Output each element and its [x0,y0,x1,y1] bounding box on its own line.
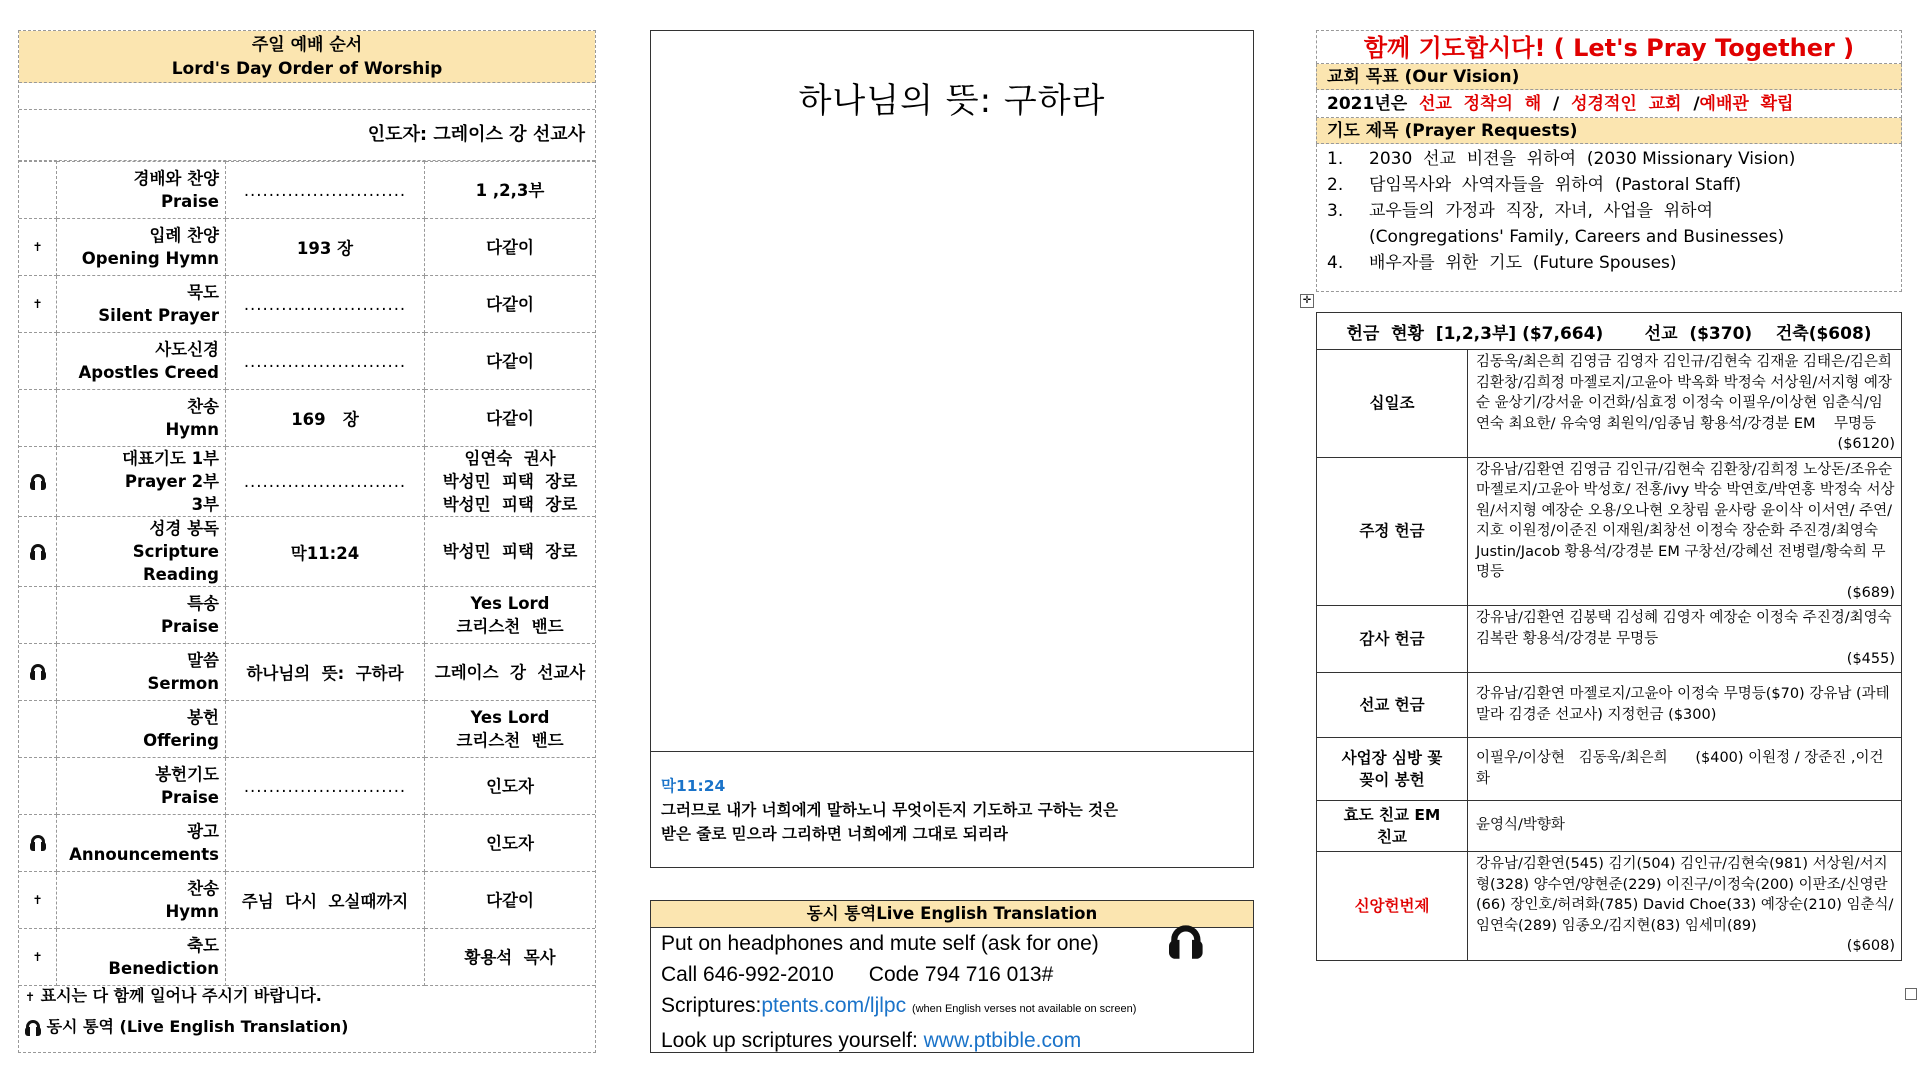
order-row-icon-cell [19,447,57,517]
pray-together-title: 함께 기도합시다! ( Let's Pray Together ) [1316,30,1902,64]
offering-row [1317,672,1902,737]
headphones-icon [30,835,46,851]
offering-category: 신앙헌번제 [1317,851,1468,960]
order-item-detail [226,929,425,986]
order-item-ko: 특송 [187,594,219,613]
offering-category: 효도 친교 EM 친교 [1317,800,1468,851]
order-item-detail-text: 주님 다시 오실때까지 [241,892,409,911]
order-item-ko: 축도 [187,936,219,955]
offering-category: 주정 헌금 [1317,457,1468,606]
order-item-detail [226,872,425,929]
worship-header-en: Lord's Day Order of Worship [171,59,443,79]
order-item-leader [425,219,596,276]
prayer-number: 2. [1327,175,1344,195]
headphones-icon [30,474,46,490]
order-item-leader [425,517,596,587]
translation-note-text: 동시 통역 (Live English Translation) [46,1017,349,1036]
scriptures-note: (when English verses not available on screen) [911,1003,1137,1015]
order-item-detail-text: 막11:24 [290,543,360,563]
verse-line-2: 받은 줄로 믿으라 그리하면 너희에게 그대로 되리라 [661,825,1008,843]
offering-row [1317,851,1902,960]
cross-icon: ✝ [32,240,43,254]
offering-names: 김동욱/최은희 김영금 김영자 김인규/김현숙 김재윤 김태은/김은희 김환창/김희정 마젤로지/고윤아 박옥화 박정숙 서상원/서지형 예장순 윤상기/강서윤 이건화/심효정 이정숙 이필우/이상현 임춘식/임연숙 최요한/ 유숙영 최원익/임종님 황용석/강경분 EM 무명등 [1476,354,1897,432]
order-item-en: Apostles Creed [78,363,219,382]
prayer-text: 배우자를 위한 기도 (Future Spouses) [1369,253,1677,273]
offering-names-cell [1468,606,1902,673]
translation-line-1 [651,928,1253,959]
order-item-en: Praise [160,192,219,211]
order-row-icon-cell [19,276,57,333]
order-row [19,701,595,758]
order-item-leader-line: 임연숙 권사 [464,449,556,468]
order-item-name [57,758,226,815]
prayer-item [1327,250,1901,276]
order-item-leader-line: 인도자 [486,776,534,796]
offering-category: 선교 헌금 [1317,672,1468,737]
ptbible-link[interactable]: www.ptbible.com [923,1029,1082,1052]
order-item-leader [425,162,596,219]
worship-header [19,31,595,83]
order-item-leader [425,758,596,815]
order-item-ko: 대표기도 1부 [122,449,219,468]
order-item-leader-line: 다같이 [486,294,534,314]
order-item-detail [226,390,425,447]
order-item-detail-text: .......................... [243,472,407,491]
order-item-leader-line: 다같이 [486,351,534,371]
vision-sep-2: / [1681,94,1700,114]
vision-goal-1: 선교 정착의 해 [1419,94,1542,114]
order-row [19,276,595,333]
order-item-leader-line: Yes Lord [470,708,550,727]
order-item-en: Scripture Reading [132,542,219,584]
offering-names-cell [1468,457,1902,606]
order-item-detail [226,447,425,517]
order-row [19,815,595,872]
offering-category: 사업장 심방 꽃꽂이 봉헌 [1317,737,1468,800]
prayer-text: 교우들의 가정과 직장, 자녀, 사업을 위하여 [1369,201,1714,221]
offering-row [1317,606,1902,673]
cross-icon: ✝ [25,990,36,1004]
cross-icon: ✝ [32,950,43,964]
order-row-icon-cell [19,644,57,701]
translation-header: 동시 통역Live English Translation [651,901,1253,928]
order-item-leader [425,701,596,758]
order-item-detail [226,815,425,872]
order-item-detail [226,587,425,644]
vision-header: 교회 목표 (Our Vision) [1316,64,1902,90]
order-item-leader-line: 그레이스 강 선교사 [434,662,586,682]
order-item-leader-line: 1 ,2,3부 [475,180,545,200]
order-of-worship-panel [18,30,596,1053]
sermon-verse [651,751,1253,869]
order-item-en: Praise [160,788,219,807]
offering-names: 강유남/김환연 김영금 김인규/김현숙 김환창/김희정 노상돈/조유순 마젤로지/고윤아 박성호/ 전홍/ivy 박숭 박연호/박연홍 박정숙 서상원/서지형 예장순 오용/오나현 오창림 윤사랑 윤이삭 이서연/ 주연/지호 이원정/이준진 이재원/최창선 이정숙 장순화 주진경/최영숙 Justin/Jacob 황용석/강경분 EM 구창선/강혜선 전병렬/황숙희 무명등 [1476,461,1897,580]
offering-names: 이필우/이상현 김동욱/최은희 ($400) 이원정 / 장준진 ,이건화 [1476,750,1884,787]
order-item-leader-line: 박성민 피택 장로 [442,495,578,514]
order-item-leader-line: 박성민 피택 장로 [442,472,578,491]
prayer-item [1327,198,1901,224]
prayer-item [1327,172,1901,198]
vision-sep-1: / [1541,94,1572,114]
order-item-detail-text: .......................... [243,294,407,314]
offering-names: 윤영식/박향화 [1476,817,1565,834]
order-item-en: Prayer 2부 [124,472,219,491]
order-item-leader [425,929,596,986]
stand-note-text: 표시는 다 함께 일어나 주시기 바랍니다. [40,986,322,1005]
vision-year: 2021년은 [1327,94,1419,114]
offering-names: 강유남/김환연 김봉택 김성혜 김영자 예장순 이정숙 주진경/최영숙 김복란 황용석/강경분 무명등 [1476,610,1897,647]
order-row-icon-cell [19,758,57,815]
prayer-panel [1316,30,1902,292]
offering-category: 감사 헌금 [1317,606,1468,673]
order-item-leader-line: Yes Lord [470,594,550,613]
order-item-ko: 입례 찬양 [149,226,219,245]
order-item-name [57,517,226,587]
offering-names: 강유남/김환연(545) 김기(504) 김인규/김현숙(981) 서상원/서지형(328) 양수연/양현준(229) 이진구/이정숙(200) 이판조/신영란(66) 장인호/허려화(785) David Choe(33) 예장순(210) 임춘식/임연숙(289) 임종오/김지현(83) 임세미(89) [1476,856,1894,934]
order-item-detail-text: .......................... [243,180,407,200]
prayer-item [1369,224,1901,250]
order-item-detail [226,162,425,219]
order-item-detail-text: 193 장 [296,239,354,258]
order-row-icon-cell [19,333,57,390]
order-row [19,587,595,644]
order-item-ko: 사도신경 [155,340,219,359]
scriptures-label: Scriptures: [661,994,762,1017]
order-item-en: Silent Prayer [98,306,219,325]
order-row-icon-cell [19,815,57,872]
order-item-en: Announcements [69,845,219,864]
order-item-name [57,390,226,447]
order-item-ko: 말씀 [187,651,219,670]
order-item-leader [425,390,596,447]
order-item-detail [226,219,425,276]
offering-names: 강유남/김환연 마젤로지/고윤아 이정숙 무명등($70) 강유남 (과테말라 김경준 선교사) 지정헌금 ($300) [1476,686,1890,723]
vision-goal-2: 성경적인 교회 [1571,94,1682,114]
translation-scriptures [651,990,1253,1025]
order-item-name [57,644,226,701]
order-row-icon-cell [19,390,57,447]
order-item-name [57,815,226,872]
order-item-en: Hymn [165,902,219,921]
order-row-icon-cell [19,929,57,986]
order-row [19,333,595,390]
offering-names-cell [1468,737,1902,800]
headphones-icon [1169,925,1203,959]
order-item-en: Sermon [147,674,219,693]
headphones-icon [30,664,46,680]
order-item-en: Praise [160,617,219,636]
offering-names-cell [1468,350,1902,458]
offering-amount: ($689) [1846,584,1895,601]
order-item-detail [226,333,425,390]
order-row [19,872,595,929]
order-item-leader [425,447,596,517]
order-row-icon-cell [19,701,57,758]
order-item-detail [226,517,425,587]
order-row-icon-cell [19,162,57,219]
prayer-item [1327,146,1901,172]
offering-category: 십일조 [1317,350,1468,458]
order-row-icon-cell [19,517,57,587]
prayer-text: 담임목사와 사역자들을 위하여 (Pastoral Staff) [1369,175,1742,195]
order-item-ko: 경배와 찬양 [133,169,219,188]
prayer-number: 3. [1327,201,1344,221]
order-item-leader-line: 다같이 [486,890,534,910]
cross-icon: ✝ [32,297,43,311]
order-item-leader-line: 크리스천 밴드 [456,617,564,636]
order-item-ko: 묵도 [187,283,219,302]
order-item-detail-text: 169 장 [291,410,359,429]
offering-row [1317,737,1902,800]
offering-row [1317,457,1902,606]
prayer-number: 1. [1327,149,1344,169]
worship-notes [25,981,348,1042]
order-item-leader [425,644,596,701]
order-item-leader [425,276,596,333]
order-item-name [57,447,226,517]
order-item-name [57,219,226,276]
order-row-icon-cell [19,219,57,276]
vision-goal-3: 예배관 확립 [1699,94,1794,114]
order-item-ko: 봉헌기도 [155,765,219,784]
order-row [19,219,595,276]
order-row [19,517,595,587]
order-item-detail [226,276,425,333]
offering-header: 헌금 현황 [1,2,3부] ($7,664) 선교 ($370) 건축($608) [1317,313,1902,350]
order-item-leader [425,872,596,929]
offering-amount: ($608) [1846,938,1895,955]
spacer-row [19,83,595,110]
order-row [19,758,595,815]
order-item-ko: 성경 봉독 [149,519,219,538]
order-item-name [57,929,226,986]
order-item-name [57,701,226,758]
live-translation-box [650,900,1254,1053]
order-item-name [57,276,226,333]
order-row [19,162,595,219]
vision-text [1316,90,1902,118]
order-item-leader [425,333,596,390]
headphones-icon [25,1020,41,1036]
verse-reference: 막11:24 [661,777,726,795]
table-resize-handle[interactable] [1905,988,1917,1000]
order-item-detail [226,758,425,815]
order-item-name [57,333,226,390]
order-item-detail-text: .......................... [243,776,407,796]
offering-names-cell [1468,800,1902,851]
prayer-text: (Congregations' Family, Careers and Businesses) [1369,227,1785,247]
order-item-leader-line: 다같이 [486,237,534,257]
order-item-en: Opening Hymn [81,249,219,268]
headphones-icon [30,544,46,560]
order-item-ko: 봉헌 [187,708,219,727]
order-item-leader [425,587,596,644]
order-item-en2: 3부 [191,495,219,514]
order-item-leader-line: 크리스천 밴드 [456,731,564,750]
order-item-ko: 찬송 [187,879,219,898]
order-item-leader-line: 다같이 [486,408,534,428]
order-item-leader [425,815,596,872]
worship-order-table [19,161,595,986]
offering-amount: ($6120) [1837,436,1895,452]
offering-row [1317,350,1902,458]
offering-names-cell [1468,672,1902,737]
order-row-icon-cell [19,872,57,929]
order-item-leader-line: 황용석 목사 [464,947,556,967]
translation-note [25,1012,348,1042]
worship-leader: 인도자: 그레이스 강 선교사 [19,109,595,161]
order-row [19,644,595,701]
order-item-ko: 찬송 [187,397,219,416]
order-item-detail [226,701,425,758]
order-row [19,929,595,986]
order-row [19,390,595,447]
order-item-en: Hymn [165,420,219,439]
order-item-name [57,872,226,929]
table-move-handle[interactable]: ✛ [1300,294,1314,308]
order-item-name [57,162,226,219]
prayer-list [1316,144,1902,292]
prayer-header: 기도 제목 (Prayer Requests) [1316,118,1902,144]
prayer-text: 2030 선교 비젼을 위하여 (2030 Missionary Vision) [1369,149,1796,169]
order-item-leader-line: 인도자 [486,833,534,853]
order-item-detail [226,644,425,701]
order-item-detail-text: .......................... [243,351,407,371]
offering-amount: ($455) [1846,651,1895,667]
translation-phone: Call 646-992-2010 Code 794 716 013# [661,963,1054,986]
verse-line-1: 그러므로 내가 너희에게 말하노니 무엇이든지 기도하고 구하는 것은 [661,801,1119,819]
order-item-detail-text: 하나님의 뜻: 구하라 [246,664,404,683]
offering-row [1317,800,1902,851]
order-row [19,447,595,517]
scriptures-link[interactable]: ptents.com/ljlpc [761,994,907,1017]
prayer-number: 4. [1327,253,1344,273]
sermon-title: 하나님의 뜻: 구하라 [798,81,1106,121]
sermon-panel [650,30,1254,868]
order-item-en: Offering [143,731,219,750]
translation-lookup [651,1025,1253,1056]
order-item-en: Benediction [108,959,219,978]
offering-table [1316,312,1902,961]
offering-names-cell [1468,851,1902,960]
cross-icon: ✝ [32,893,43,907]
stand-note [25,981,348,1012]
order-row-icon-cell [19,587,57,644]
order-item-name [57,587,226,644]
headphones-instruction: Put on headphones and mute self (ask for one) [661,932,1099,955]
lookup-label: Look up scriptures yourself: [661,1029,924,1052]
worship-header-ko: 주일 예배 순서 [251,35,363,55]
order-item-leader-line: 박성민 피택 장로 [442,542,578,561]
order-item-ko: 광고 [187,822,219,841]
